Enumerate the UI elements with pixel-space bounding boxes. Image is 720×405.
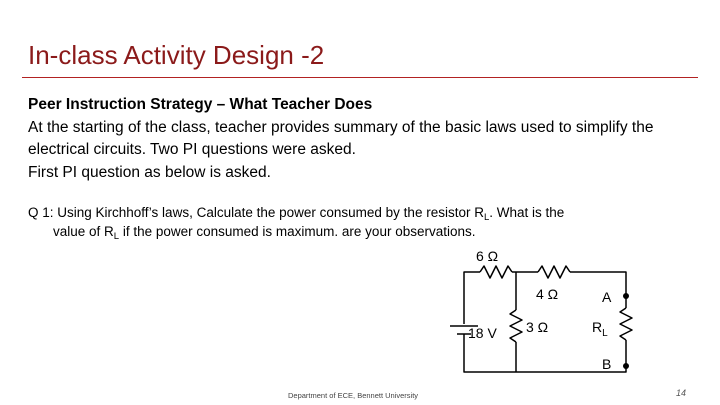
section-heading: Peer Instruction Strategy – What Teacher Does	[28, 96, 373, 113]
question-text-4: if the power consumed is maximum. are your observations.	[119, 223, 476, 239]
label-rl-main: R	[592, 319, 603, 335]
terminal-a-dot	[623, 293, 629, 299]
label-terminal-a: A	[602, 289, 612, 305]
label-rl-sub: L	[602, 328, 608, 339]
label-4-ohm: 4 Ω	[536, 286, 559, 302]
label-terminal-b: B	[602, 356, 612, 372]
question-text-3: value of R	[53, 223, 114, 239]
subscript-l: L	[113, 230, 120, 242]
question-text-1: Q 1: Using Kirchhoff’s laws, Calculate the power consumed by the resistor R	[28, 205, 484, 220]
question-text-2: . What is the	[489, 205, 565, 220]
page-number: 14	[676, 388, 687, 398]
wire-top-left	[464, 272, 480, 282]
label-rl	[592, 319, 608, 339]
title-divider	[22, 77, 698, 78]
label-6-ohm: 6 Ω	[476, 248, 499, 264]
wire-top-right	[570, 272, 626, 296]
slide-body	[28, 94, 696, 184]
slide-title: In-class Activity Design -2	[28, 40, 325, 70]
resistor-3-ohm	[510, 310, 522, 342]
resistor-6-ohm	[480, 266, 512, 278]
subscript-l: L	[483, 212, 490, 223]
intro-paragraph: At the starting of the class, teacher provides summary of the basic laws used to simplify the electrical circuits. Two PI questions were asked.	[28, 118, 654, 158]
question-line-2	[28, 223, 696, 242]
terminal-b-dot	[623, 363, 629, 369]
label-18-volt: 18 V	[468, 325, 497, 341]
resistor-4-ohm	[538, 266, 570, 278]
circuit-diagram	[420, 246, 640, 386]
question-block	[28, 204, 696, 241]
question-line-1	[28, 204, 696, 223]
footer-department: Department of ECE, Bennett University	[288, 391, 419, 400]
instruction-paragraph: First PI question as below is asked.	[28, 163, 271, 181]
label-3-ohm: 3 Ω	[526, 319, 549, 335]
resistor-rl	[620, 308, 632, 340]
